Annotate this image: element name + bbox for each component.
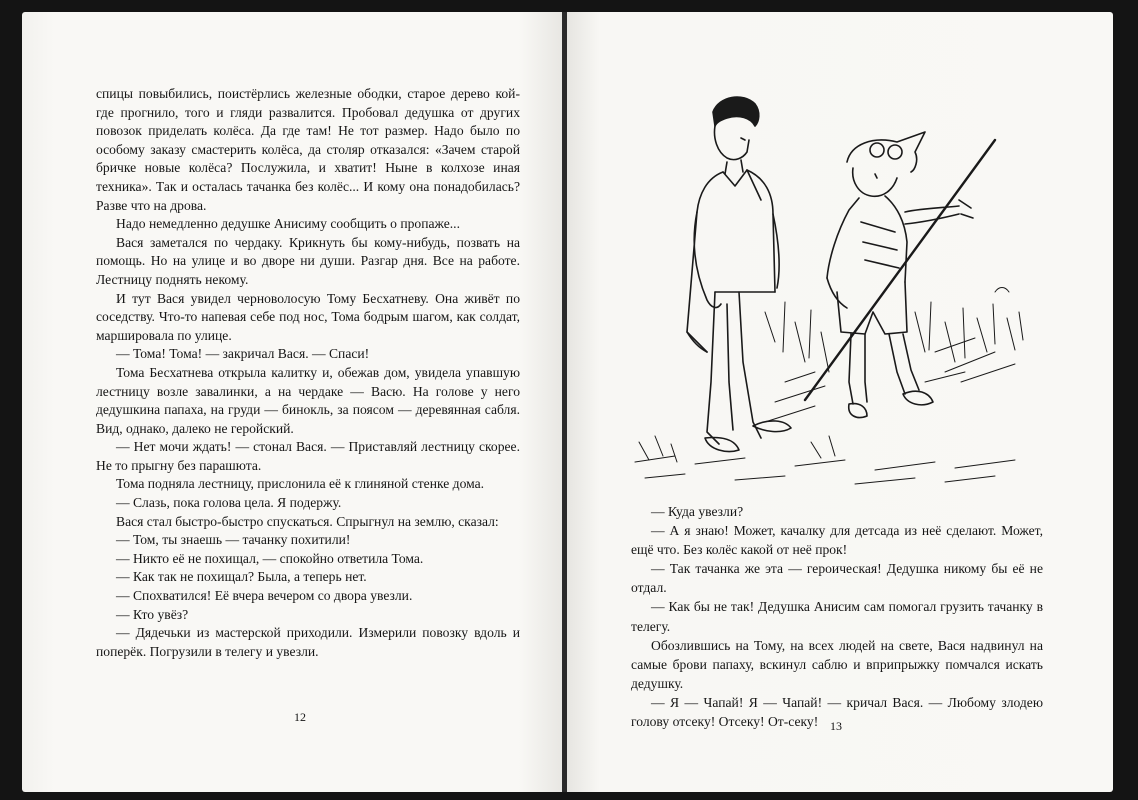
left-page-text — [96, 85, 520, 661]
paragraph: — Слазь, пока голова цела. Я подержу. — [116, 495, 342, 511]
paragraph: — Спохватился! Её вчера вечером со двора увезли. — [116, 588, 413, 604]
paragraph: — Я — Чапай! Я — Чапай! — кричал Вася. — Любому злодею голову отсеку! Отсеку! От-секу! — [631, 694, 1043, 730]
paragraph: — Том, ты знаешь — тачанку похитили! — [116, 532, 351, 548]
paragraph: спицы повыбились, поистёрлись железные ободки, старое дерево кой-где прогнило, того и гляди развалится. Пробовал дедушка от других повозок приделать колёса. Да где там! Не тот размер. Надо было по особому заказу смастерить колёса, да столяр отказался: «Зачем старой бричке новые колёса? Послужила, и хватит! Ныне в колхозе иная техника». Так и осталась тачанка без колёс... И кому она понадобилась? Разве что на дрова. — [96, 86, 520, 213]
paragraph: — А я знаю! Может, качалку для детсада из неё сделают. Может, ещё что. Без колёс какой от неё прок! — [631, 523, 1043, 558]
paragraph: — Как так не похищал? Была, а теперь нет. — [116, 569, 367, 585]
paragraph: — Куда увезли? — [651, 504, 744, 519]
paragraph: Вася заметался по чердаку. Крикнуть бы кому-нибудь, позвать на помощь. Но на улице и во дворе ни души. Разгар дня. Все на работе. Лестницу поднять некому. — [96, 234, 520, 287]
paragraph: Вася стал быстро-быстро спускаться. Спрыгнул на землю, сказал: — [116, 513, 499, 529]
illustration-boys-in-grass — [615, 82, 1035, 492]
page-number-right: 13 — [830, 719, 842, 733]
paragraph: — Так тачанка же эта — героическая! Дедушка никому бы её не отдал. — [631, 561, 1043, 596]
page-number-left: 12 — [294, 710, 306, 724]
paragraph: Тома подняла лестницу, прислонила её к глиняной стенке дома. — [116, 476, 485, 492]
grass-hatching — [635, 288, 1023, 485]
paragraph: — Никто её не похищал, — спокойно ответила Тома. — [116, 550, 424, 566]
right-page-text — [631, 502, 1043, 731]
left-page — [22, 12, 562, 792]
paragraph: Надо немедленно дедушке Анисиму сообщить о пропаже... — [116, 216, 460, 232]
paragraph: — Нет мочи ждать! — стонал Вася. — Приставляй лестницу скорее. Не то прыгну без парашюта. — [96, 439, 520, 473]
paragraph: — Как бы не так! Дедушка Анисим сам помогал грузить тачанку в телегу. — [631, 599, 1043, 634]
paragraph: — Тома! Тома! — закричал Вася. — Спаси! — [116, 346, 370, 362]
right-page — [567, 12, 1113, 792]
paragraph: — Дядечьки из мастерской приходили. Измерили повозку вдоль и поперёк. Погрузили в телегу и увезли. — [96, 625, 520, 659]
tall-boy-figure — [687, 97, 791, 451]
paragraph: — Кто увёз? — [116, 606, 189, 622]
paragraph: И тут Вася увидел черноволосую Тому Бесхатневу. Она живёт по соседству. Что-то напевая себе под нос, Тома бодрым шагом, как солдат, маршировала по улице. — [96, 290, 520, 343]
paragraph: Тома Бесхатнева открыла калитку и, обежав дом, увидела упавшую лестницу возле завалинки, а на чердаке — Васю. На голове у него дедушкина папаха, на груди — бинокль, за поясом — деревянная сабля. Вид, однако, далеко не геройский. — [96, 364, 520, 436]
small-boy-figure — [805, 132, 995, 418]
paragraph: Обозлившись на Тому, на всех людей на свете, Вася надвинул на самые брови папаху, вскинул саблю и вприпрыжку помчался искать дедушку. — [631, 637, 1043, 691]
